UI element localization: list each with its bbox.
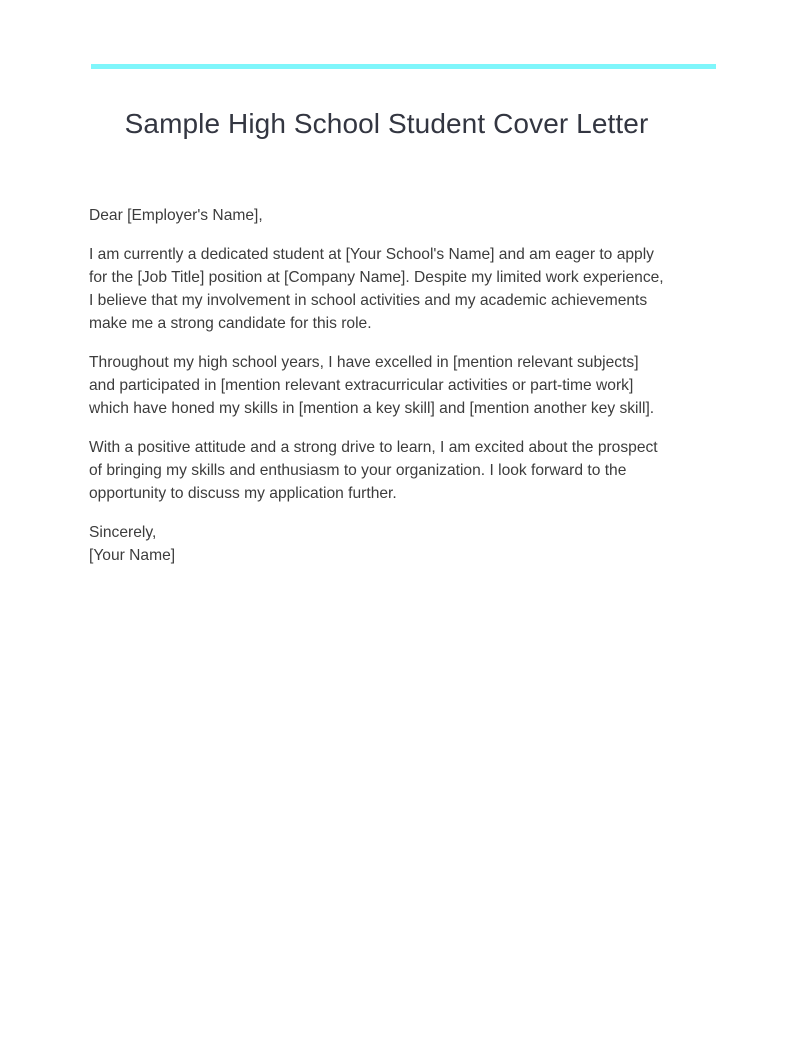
paragraph-closing bbox=[89, 436, 689, 505]
paragraph-line: of bringing my skills and enthusiasm to your organization. I look forward to the bbox=[89, 462, 627, 479]
paragraph-line: for the [Job Title] position at [Company Name]. Despite my limited work experience, bbox=[89, 269, 664, 286]
salutation bbox=[89, 204, 689, 227]
paragraph-line: which have honed my skills in [mention a key skill] and [mention another key skill]. bbox=[89, 400, 655, 417]
accent-bar bbox=[91, 64, 716, 69]
paragraph-line: and participated in [mention relevant extracurricular activities or part-time work] bbox=[89, 377, 634, 394]
paragraph-line: make me a strong candidate for this role. bbox=[89, 315, 372, 332]
closing-text: Sincerely, bbox=[89, 524, 157, 541]
letter-body bbox=[89, 204, 689, 583]
page-title: Sample High School Student Cover Letter bbox=[124, 108, 649, 139]
paragraph-intro bbox=[89, 243, 689, 335]
signature-text: [Your Name] bbox=[89, 547, 176, 564]
paragraph-line: I believe that my involvement in school activities and my academic achievements bbox=[89, 292, 648, 309]
sign-off bbox=[89, 521, 689, 567]
paragraph-line: opportunity to discuss my application further. bbox=[89, 485, 397, 502]
paragraph-line: With a positive attitude and a strong drive to learn, I am excited about the prospect bbox=[89, 439, 658, 456]
paragraph-line: I am currently a dedicated student at [Your School's Name] and am eager to apply bbox=[89, 246, 654, 263]
paragraph-experience bbox=[89, 351, 689, 420]
paragraph-line: Throughout my high school years, I have excelled in [mention relevant subjects] bbox=[89, 354, 639, 371]
salutation-text: Dear [Employer's Name], bbox=[89, 207, 263, 224]
